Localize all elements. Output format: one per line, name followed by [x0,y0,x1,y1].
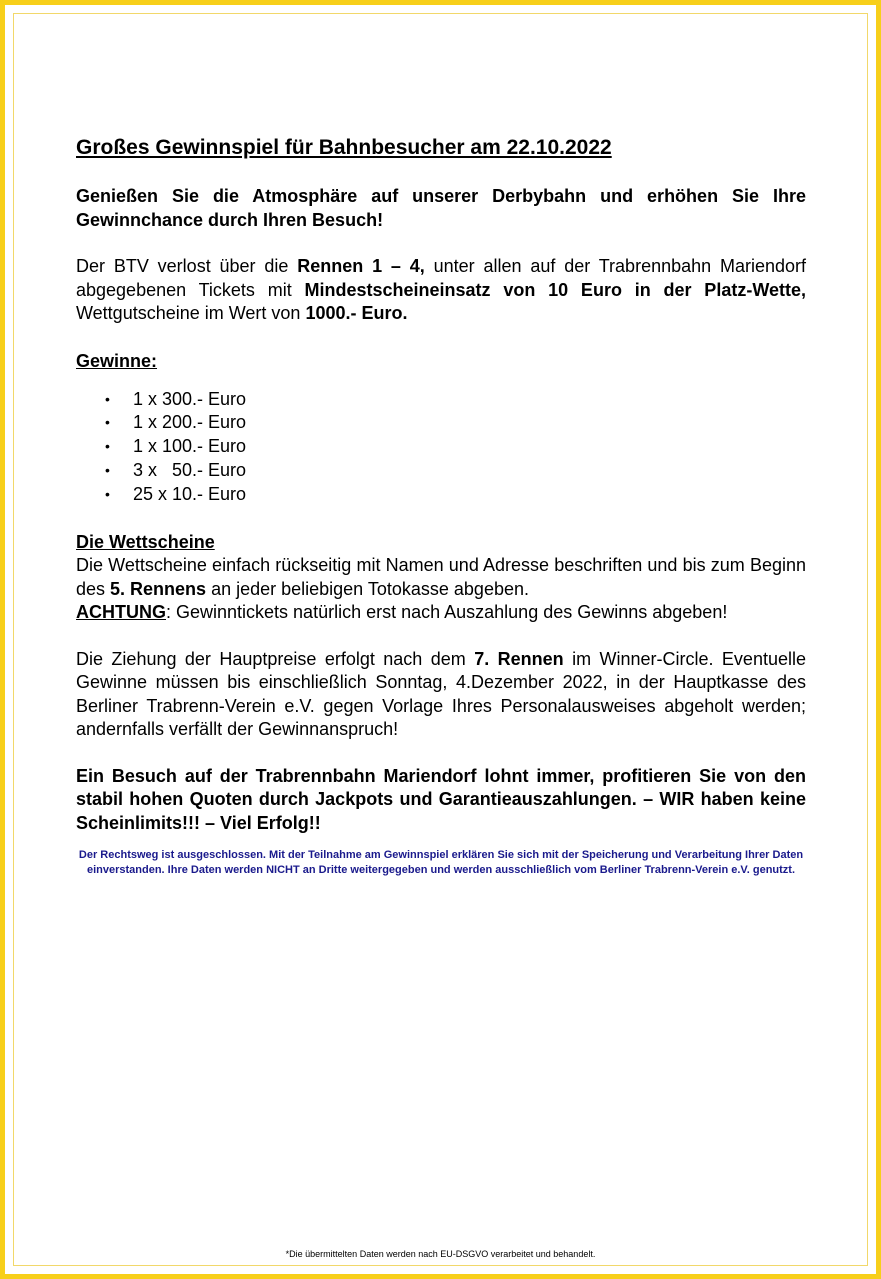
prize-label: 3 x 50.- Euro [133,459,247,480]
prize-label: 1 x 200.- Euro [133,412,247,433]
warning-text: : Gewinntickets natürlich erst nach Auszahlung des Gewinns abgeben! [166,602,728,623]
legal-disclaimer: Der Rechtsweg ist ausgeschlossen. Mit der Teilnahme am Gewinnspiel erklären Sie sich mit der Speicherung und Verarbeitung Ihrer Daten einverstanden. Ihre Daten werden NICHT an Dritte weitergegeben und werden ausschließlich vom Berliner Trabrenn-Verein e.V. genutzt. [78,849,804,876]
bullet-icon: • [105,461,110,478]
list-item [76,388,806,412]
ziehung-text-2: im Winner-Circle. Eventuelle Gewinne müssen bis einschließlich Sonntag, 4.Dezember 2022, in der Hauptkasse des Berliner Trabrenn-Verein e.V. gegen Vorlage Ihres Personalausweises abgeholt werden; andernfalls verfällt der Gewinnanspruch! [76,648,806,740]
intro-text-3: Wettgutscheine im Wert von [76,303,306,323]
prizes-heading: Gewinne: [76,350,158,371]
warning-paragraph [76,601,806,625]
warning-label: ACHTUNG [76,602,166,623]
list-item [76,483,806,507]
list-item [76,435,806,459]
ziehung-race: 7. Rennen [474,648,564,669]
bullet-icon: • [105,438,110,455]
page-title: Großes Gewinnspiel für Bahnbesucher am 22.10.2022 [76,136,612,159]
intro-total-value: 1000.- Euro. [305,303,408,323]
wettscheine-heading: Die Wettscheine [76,532,215,553]
prize-label: 1 x 300.- Euro [133,388,247,409]
ziehung-paragraph [76,648,806,742]
wettscheine-text-2: an jeder beliebigen Totokasse abgeben. [206,578,529,599]
intro-min-stake: Mindestscheineinsatz von 10 Euro in der Platz-Wette, [304,279,806,300]
bullet-icon: • [105,414,110,431]
ziehung-text-1: Die Ziehung der Hauptpreise erfolgt nach dem [76,648,475,669]
footnote: *Die übermittelten Daten werden nach EU-DSGVO verarbeitet und behandelt. [285,1249,596,1259]
prize-label: 1 x 100.- Euro [133,436,247,457]
bullet-icon: • [105,485,110,502]
wettscheine-paragraph [76,554,806,601]
bullet-icon: • [105,390,110,407]
intro-text-2: unter allen auf der Trabrennbahn Mariendorf abgegebenen Tickets mit [76,256,807,300]
prize-label: 25 x 10.- Euro [133,483,247,504]
list-item [76,459,806,483]
intro-races: Rennen 1 – 4, [297,256,425,276]
intro-paragraph [76,255,806,326]
closing-paragraph: Ein Besuch auf der Trabrennbahn Mariendorf lohnt immer, profitieren Sie von den stabil hohen Quoten durch Jackpots und Garantieauszahlungen. – WIR haben keine Scheinlimits!!! – Viel Erfolg!! [76,765,806,833]
prize-list [76,388,806,507]
lead-paragraph: Genießen Sie die Atmosphäre auf unserer Derbybahn und erhöhen Sie Ihre Gewinnchance durch Ihren Besuch! [76,186,806,230]
wettscheine-text-1: Die Wettscheine einfach rückseitig mit Namen und Adresse beschriften und bis zum Beginn des [76,555,806,599]
intro-text-1: Der BTV verlost über die [76,256,298,276]
wettscheine-race: 5. Rennens [110,578,207,599]
list-item [76,411,806,435]
document-body [76,135,806,877]
